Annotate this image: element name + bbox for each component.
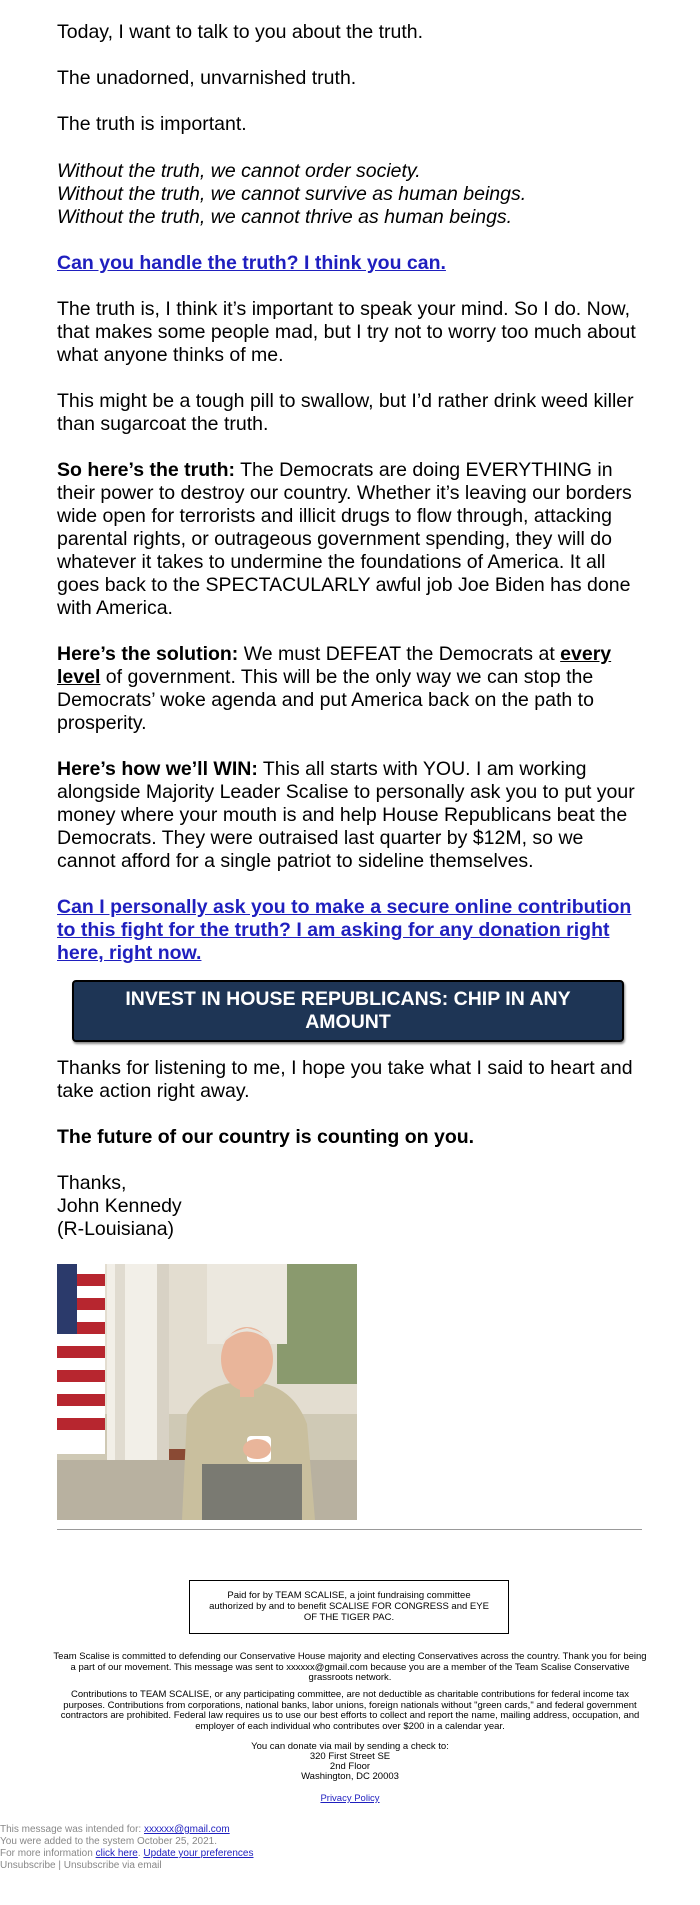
handle-truth-link[interactable]: Can you handle the truth? I think you can. <box>57 252 446 274</box>
contribution-link[interactable]: Can I personally ask you to make a secure online contribution to this fight for the truth? I am asking for any donation right here, right now. <box>57 896 632 964</box>
sep-pipe: | <box>55 1860 64 1871</box>
click-here-link[interactable]: click here <box>95 1848 138 1859</box>
unsubscribe-email-link[interactable]: Unsubscribe via email <box>63 1860 162 1871</box>
paragraph-tough-pill: This might be a tough pill to swallow, but I’d rather drink weed killer than sugarcoat the truth. <box>57 390 634 435</box>
paragraph-solution <box>57 643 637 735</box>
paragraph-important: The truth is important. <box>57 113 247 135</box>
italic-line-3: Without the truth, we cannot thrive as human beings. <box>57 206 513 228</box>
footer-address-line-2: 2nd Floor <box>329 1761 371 1772</box>
footer-address-line-3: Washington, DC 20003 <box>301 1771 399 1782</box>
more-info <box>0 1848 253 1860</box>
italic-line-1: Without the truth, we cannot order society. <box>57 160 421 182</box>
intended-email-link[interactable]: xxxxxx@gmail.com <box>143 1824 230 1835</box>
footer-divider <box>57 1529 642 1530</box>
sep-dot: . <box>137 1848 144 1859</box>
paragraph-thanks-listening: Thanks for listening to me, I hope you take what I said to heart and take action right away. <box>57 1057 633 1102</box>
john-kennedy-photo <box>57 1264 357 1520</box>
signoff-thanks: Thanks, <box>57 1172 127 1194</box>
more-info-label: For more information <box>0 1848 96 1859</box>
win-lead: Here’s how we’ll WIN: <box>57 758 258 780</box>
truth-lead: So here’s the truth: <box>57 459 236 481</box>
intended-for <box>0 1824 230 1836</box>
paragraph-intro: Today, I want to talk to you about the truth. <box>57 21 424 43</box>
truth-text: The Democrats are doing EVERYTHING in their power to destroy our country. Whether it’s leaving our borders wide open for terrorists and illicit drugs to flow through, attacking parental rights, or outrageous government spending, they will do whatever it takes to undermine the foundations of America. It all goes back to the SPECTACULARLY awful job Joe Biden has done with America. <box>57 459 632 619</box>
paragraph-speak-mind: The truth is, I think it’s important to speak your mind. So I do. Now, that makes some people mad, but I try not to worry too much about what anyone thinks of me. <box>57 298 636 366</box>
paragraph-truth <box>57 459 637 620</box>
signoff-name: John Kennedy <box>57 1195 182 1217</box>
footer-contributions: Contributions to TEAM SCALISE, or any participating committee, are not deductible as charitable contributions for federal income tax purposes. Contributions from corporations, national banks, labor unions, foreign nationals without "green cards," and federal government contractors are prohibited. Federal law requires us to use our best efforts to collect and report the name, mailing address, occupation, and employer of each individual who contributes over $200 in a calendar year. <box>60 1689 640 1732</box>
solution-text-a: We must DEFEAT the Democrats at <box>238 643 561 665</box>
solution-text-b: of government. This will be the only way we can stop the Democrats’ woke agenda and put America back on the path to prosperity. <box>57 666 594 734</box>
solution-lead: Here’s the solution: <box>57 643 239 665</box>
update-preferences-link[interactable]: Update your preferences <box>143 1848 254 1859</box>
paragraph-win <box>57 758 637 873</box>
win-text: This all starts with YOU. I am working alongside Majority Leader Scalise to personally ask you to put your money where your mouth is and help House Republicans beat the Democrats. They were outraised last quarter by $12M, so we cannot afford for a single patriot to sideline themselves. <box>57 758 635 872</box>
privacy-policy-link[interactable]: Privacy Policy <box>320 1793 380 1804</box>
chip-in-button[interactable]: INVEST IN HOUSE REPUBLICANS: CHIP IN ANY AMOUNT <box>72 980 624 1042</box>
added-date: You were added to the system October 25, 2021. <box>0 1836 217 1847</box>
footer-mail-intro: You can donate via mail by sending a check to: <box>251 1741 449 1752</box>
paid-for-box: Paid for by TEAM SCALISE, a joint fundraising committee authorized by and to benefit SCALISE FOR CONGRESS and EYE OF THE TIGER PAC. <box>189 1580 509 1634</box>
footer-address-line-1: 320 First Street SE <box>309 1751 391 1762</box>
unsubscribe-row <box>0 1860 162 1872</box>
signoff-state: (R-Louisiana) <box>57 1218 175 1240</box>
italic-line-2: Without the truth, we cannot survive as human beings. <box>57 183 527 205</box>
paragraph-future: The future of our country is counting on you. <box>57 1126 475 1148</box>
intended-label: This message was intended for: <box>0 1824 144 1835</box>
unsubscribe-link[interactable]: Unsubscribe <box>0 1860 56 1871</box>
every-level-emphasis: every level <box>57 643 612 688</box>
paragraph-unadorned: The unadorned, unvarnished truth. <box>57 67 357 89</box>
footer-commitment: Team Scalise is committed to defending our Conservative House majority and electing Conservatives across the country. Thank you for being a part of our movement. This message was sent to xxxxxx@gmail.com because you are a member of the Team Scalise Conservative grassroots network. <box>53 1651 647 1683</box>
